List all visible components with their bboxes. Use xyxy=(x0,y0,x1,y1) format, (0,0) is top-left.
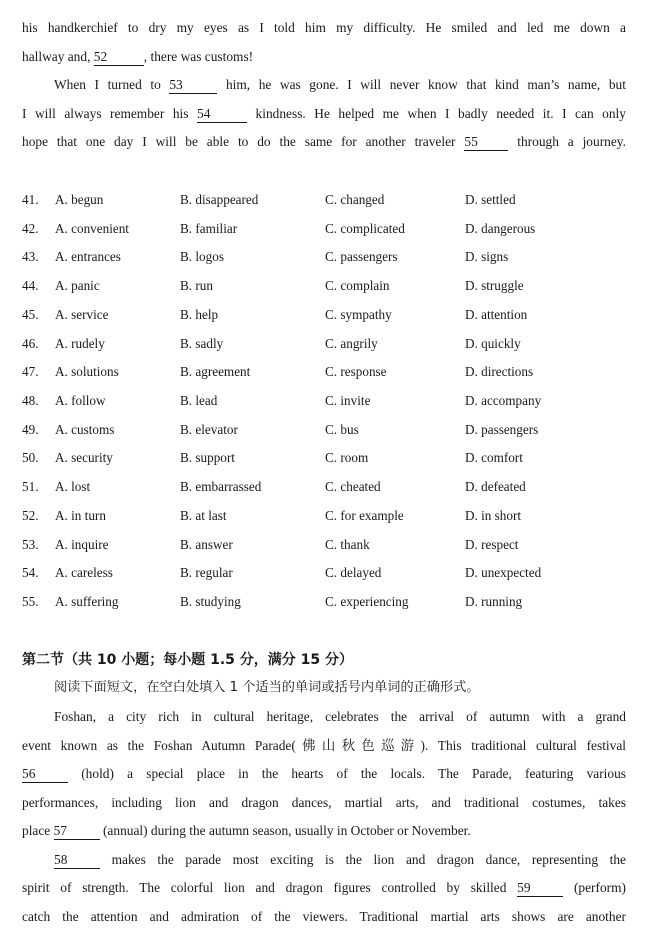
option-row: 43. A. entrances B. logos C. passengers D. signs xyxy=(22,249,509,265)
passage-line: his handkerchief to dry my eyes as I told him my difficulty. He smiled and led me down a xyxy=(22,20,626,35)
blank-52: 52 xyxy=(94,49,144,66)
section-instruction: 阅读下面短文，在空白处填入 1 个适当的单词或括号内单词的正确形式。 xyxy=(54,680,480,695)
passage-line: Foshan, a city rich in cultural heritage, celebrates the arrival of autumn with a grand xyxy=(54,709,626,724)
passage-line: When I turned to 53 him, he was gone. I will never know that kind man’s name, but xyxy=(54,77,626,92)
passage-line: spirit of strength. The colorful lion and dragon figures controlled by skilled 59 (perform) xyxy=(22,880,626,895)
blank-55: 55 xyxy=(464,134,508,151)
passage-line: 58 makes the parade most exciting is the lion and dragon dance, representing the xyxy=(54,851,626,867)
option-row: 45. A. service B. help C. sympathy D. attention xyxy=(22,306,528,322)
blank-53: 53 xyxy=(169,77,217,94)
passage-line: 56 (hold) a special place in the hearts of the locals. The Parade, featuring various xyxy=(22,766,626,781)
passage-top xyxy=(22,14,626,157)
passage-line: event known as the Foshan Autumn Parade(佛山秋色巡游). This traditional cultural festival xyxy=(22,737,626,753)
passage-line: performances, including lion and dragon dances, martial arts, and traditional costumes, takes xyxy=(22,794,626,810)
section-heading: 第二节（共 10 小题；每小题 1.5 分，满分 15 分） xyxy=(22,652,354,668)
option-row: 50. A. security B. support C. room D. comfort xyxy=(22,450,523,466)
blank-56: 56 xyxy=(22,766,68,783)
passage-bottom xyxy=(22,703,626,931)
option-row: 55. A. suffering B. studying C. experiencing D. running xyxy=(22,594,523,610)
passage-line: hallway and, 52 , there was customs! xyxy=(22,48,254,64)
option-row: 48. A. follow B. lead C. invite D. accompany xyxy=(22,393,542,409)
blank-57: 57 xyxy=(54,823,100,840)
blank-54: 54 xyxy=(197,106,247,123)
options-list xyxy=(22,186,626,617)
option-row: 51. A. lost B. embarrassed C. cheated D. defeated xyxy=(22,479,526,495)
option-row: 52. A. in turn B. at last C. for example D. in short xyxy=(22,507,522,523)
blank-59: 59 xyxy=(517,880,563,897)
option-row: 53. A. inquire B. answer C. thank D. respect xyxy=(22,536,519,552)
option-row: 44. A. panic B. run C. complain D. struggle xyxy=(22,278,524,294)
passage-line: hope that one day I will be able to do the same for another traveler 55 through a journey. xyxy=(22,134,626,149)
passage-line: I will always remember his 54 kindness. He helped me when I badly needed it. I can only xyxy=(22,105,626,121)
option-row: 46. A. rudely B. sadly C. angrily D. quickly xyxy=(22,335,521,351)
option-row: 49. A. customs B. elevator C. bus D. passengers xyxy=(22,421,539,437)
option-row: 41. A. begun B. disappeared C. changed D. settled xyxy=(22,192,516,207)
passage-line: place 57 (annual) during the autumn season, usually in October or November. xyxy=(22,823,471,838)
blank-58: 58 xyxy=(54,852,100,869)
option-row: 42. A. convenient B. familiar C. complicated D. dangerous xyxy=(22,220,536,236)
passage-line: catch the attention and admiration of the viewers. Traditional martial arts shows are another xyxy=(22,908,626,924)
option-row: 54. A. careless B. regular C. delayed D. unexpected xyxy=(22,565,542,581)
option-row: 47. A. solutions B. agreement C. response D. directions xyxy=(22,364,534,380)
